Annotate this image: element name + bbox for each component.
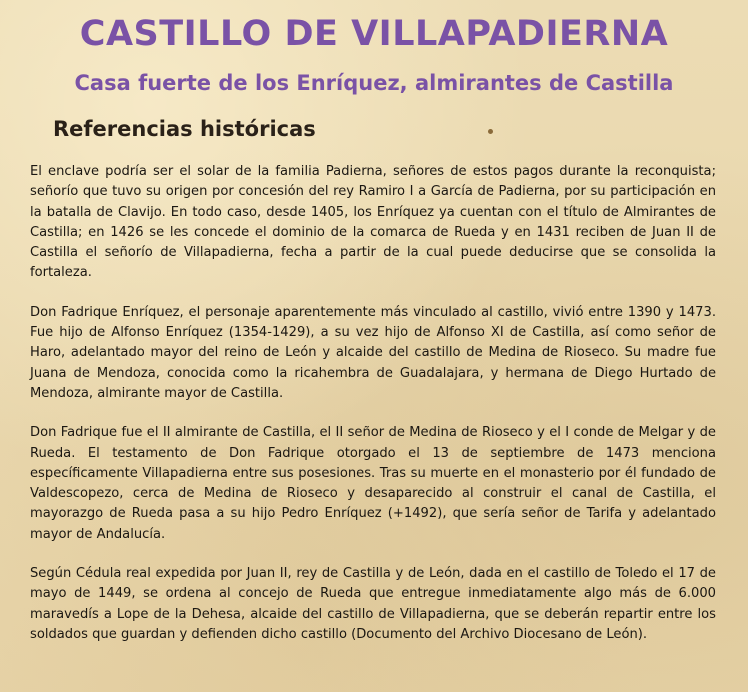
section-heading: Referencias históricas bbox=[53, 117, 316, 141]
paragraph-2: Don Fadrique Enríquez, el personaje aparentemente más vinculado al castillo, vivió entre 1390 y 1473. Fue hijo de Alfonso Enríquez (1354-1429), a su vez hijo de Alfonso XI de Castilla, así como señor de Haro, adelantado mayor del reino de León y alcaide del castillo de Medina de Rioseco. Su madre fue Juana de Mendoza, conocida como la ricahembra de Guadalajara, y hermana de Diego Hurtado de Mendoza, almirante mayor de Castilla. bbox=[30, 304, 716, 401]
paragraph-1: El enclave podría ser el solar de la familia Padierna, señores de estos pagos durante la reconquista; señorío que tuvo su origen por concesión del rey Ramiro I a García de Padierna, por su participación en la batalla de Clavijo. En todo caso, desde 1405, los Enríquez ya cuentan con el título de Almirantes de Castilla; en 1426 se les concede el dominio de la comarca de Rueda y en 1431 reciben de Juan II de Castilla el señorío de Villapadierna, fecha a partir de la cual puede deducirse que se consolida la fortaleza. bbox=[30, 164, 716, 281]
body-text bbox=[30, 162, 716, 664]
page-subtitle: Casa fuerte de los Enríquez, almirantes de Castilla bbox=[74, 71, 674, 95]
page-title: CASTILLO DE VILLAPADIERNA bbox=[79, 14, 669, 54]
paragraph-4: Según Cédula real expedida por Juan II, rey de Castilla y de León, dada en el castillo de Toledo el 17 de mayo de 1449, se ordena al concejo de Rueda que entregue inmediatamente algo más de 6.000 maravedís a Lope de la Dehesa, alcaide del castillo de Villapadierna, que se deberán repartir entre los soldados que guardan y defienden dicho castillo (Documento del Archivo Diocesano de León). bbox=[30, 566, 716, 642]
decorative-dot bbox=[488, 129, 493, 134]
paragraph-3: Don Fadrique fue el II almirante de Castilla, el II señor de Medina de Rioseco y el I conde de Melgar y de Rueda. El testamento de Don Fadrique otorgado el 13 de septiembre de 1473 menciona específicamente Villapadierna entre sus posesiones. Tras su muerte en el monasterio por él fundado de Valdescopezo, cerca de Medina de Rioseco y desaparecido al construir el canal de Castilla, el mayorazgo de Rueda pasa a su hijo Pedro Enríquez (+1492), que sería señor de Tarifa y adelantado mayor de Andalucía. bbox=[30, 425, 716, 542]
